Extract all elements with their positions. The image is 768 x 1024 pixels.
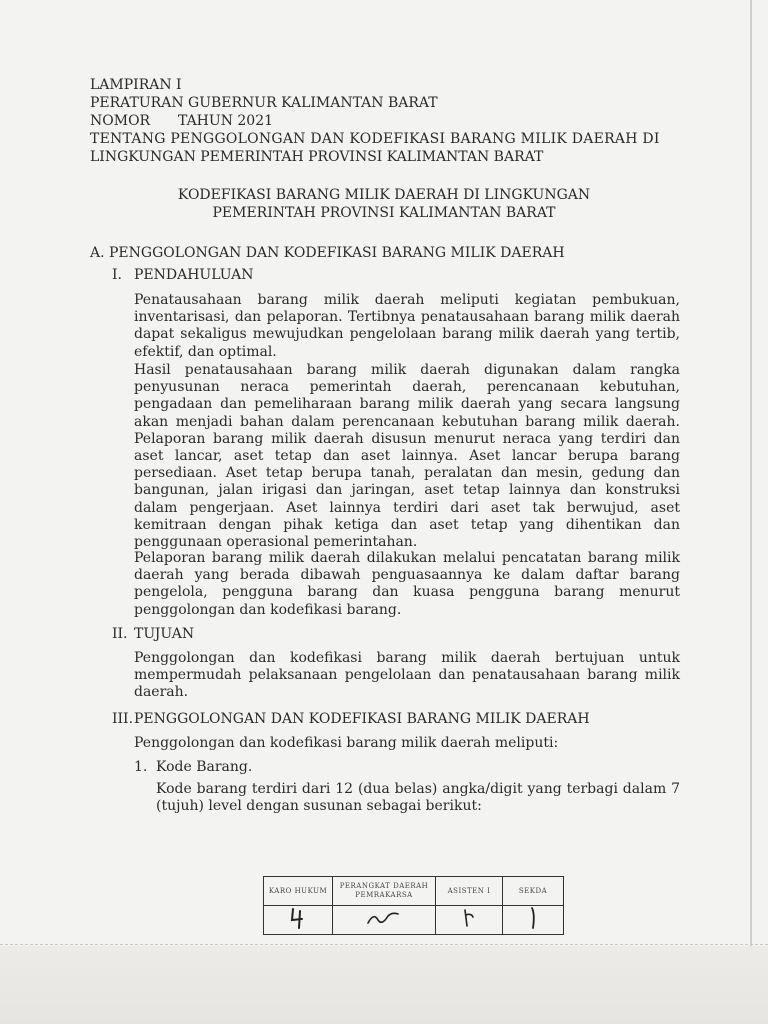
pendahuluan-paragraph-3: Pelaporan barang milik daerah dilakukan melalui pencatatan barang milik daerah yang berada dibawah penguasaannya ke dalam daftar barang pengelola, pengguna barang dan kuasa pengguna barang menurut penggolongan dan kodefikasi barang. [134,550,680,618]
header-line-peraturan: PERATURAN GUBERNUR KALIMANTAN BARAT [90,95,438,111]
handwritten-initial-icon [457,907,481,929]
approval-initial-karo-hukum [264,906,333,935]
section-number: II. [112,626,128,642]
document-title [0,186,768,222]
approval-header-asisten: ASISTEN I [436,877,503,906]
approval-header-sekda: SEKDA [503,877,564,906]
header-line-nomor [90,112,660,130]
header-nomor-label: NOMOR [90,113,151,129]
approval-initials-table [263,876,564,935]
scan-bottom-margin [0,946,768,1024]
section-number: I. [112,267,122,283]
header-nomor-year: TAHUN 2021 [178,113,274,129]
handwritten-initial-icon [283,906,313,930]
handwritten-initial-icon [523,906,543,930]
kode-barang-paragraph: Kode barang terdiri dari 12 (dua belas) angka/digit yang terbagi dalam 7 (tujuh) level dengan susunan sebagai berikut: [156,781,680,815]
document-header [90,76,660,166]
header-line-tentang: TENTANG PENGGOLONGAN DAN KODEFIKASI BARANG MILIK DAERAH DI [90,131,660,147]
list-item-label: Kode Barang. [156,759,253,775]
section-penggolongan-heading [112,711,590,727]
approval-initial-perangkat-daerah [333,906,436,935]
section-tujuan-heading [112,626,194,642]
pendahuluan-paragraph-2: Hasil penatausahaan barang milik daerah digunakan dalam rangka penyusunan neraca pemerintah daerah, perencanaan kebutuhan, pengadaan dan pemeliharaan barang milik daerah yang secara langsung akan menjadi bahan dalam perencanaan kebutuhan barang milik daerah. Pelaporan barang milik daerah disusun menurut neraca yang terdiri dan aset lancar, aset tetap dan aset lainnya. Aset lancar berupa barang persediaan. Aset tetap berupa tanah, peralatan dan mesin, gedung dan bangunan, jalan irigasi dan jaringan, aset tetap lainnya dan konstruksi dalam pengerjaan. Aset lainnya terdiri dari aset tak berwujud, aset kemitraan dengan pihak ketiga dan aset tetap yang dihentikan dan penggunaan operasional pemerintahan. [134,362,680,551]
header-line-lingkungan: LINGKUNGAN PEMERINTAH PROVINSI KALIMANTAN BARAT [90,149,544,165]
tujuan-paragraph-1: Penggolongan dan kodefikasi barang milik daerah bertujuan untuk mempermudah pelaksanaan pengelolaan dan penatausahaan barang milik daerah. [134,650,680,701]
approval-initial-sekda [503,906,564,935]
list-item-number: 1. [134,759,148,775]
scan-page-edge [750,0,752,1024]
section-a-heading: A. PENGGOLONGAN DAN KODEFIKASI BARANG MILIK DAERAH [90,245,565,261]
section-pendahuluan-heading [112,267,254,283]
pendahuluan-paragraph-1: Penatausahaan barang milik daerah meliputi kegiatan pembukuan, inventarisasi, dan pelaporan. Tertibnya penatausahaan barang milik daerah dapat sekaligus mewujudkan pengelolaan barang milik daerah yang tertib, efektif, dan optimal. [134,292,680,360]
title-line-2: PEMERINTAH PROVINSI KALIMANTAN BARAT [212,205,556,221]
header-line-lampiran: LAMPIRAN I [90,77,182,93]
approval-initial-asisten [436,906,503,935]
list-item-kode-barang [134,759,252,775]
section-number: III. [112,711,134,727]
approval-header-perangkat-daerah: PERANGKAT DAERAH PEMRAKARSA [333,877,436,906]
penggolongan-intro: Penggolongan dan kodefikasi barang milik daerah meliputi: [134,735,559,751]
section-title: PENGGOLONGAN DAN KODEFIKASI BARANG MILIK DAERAH [134,711,590,727]
handwritten-initial-icon [364,908,404,928]
section-title: TUJUAN [134,626,195,642]
title-line-1: KODEFIKASI BARANG MILIK DAERAH DI LINGKUNGAN [177,187,591,203]
section-title: PENDAHULUAN [134,267,254,283]
approval-header-karo-hukum: KARO HUKUM [264,877,333,906]
